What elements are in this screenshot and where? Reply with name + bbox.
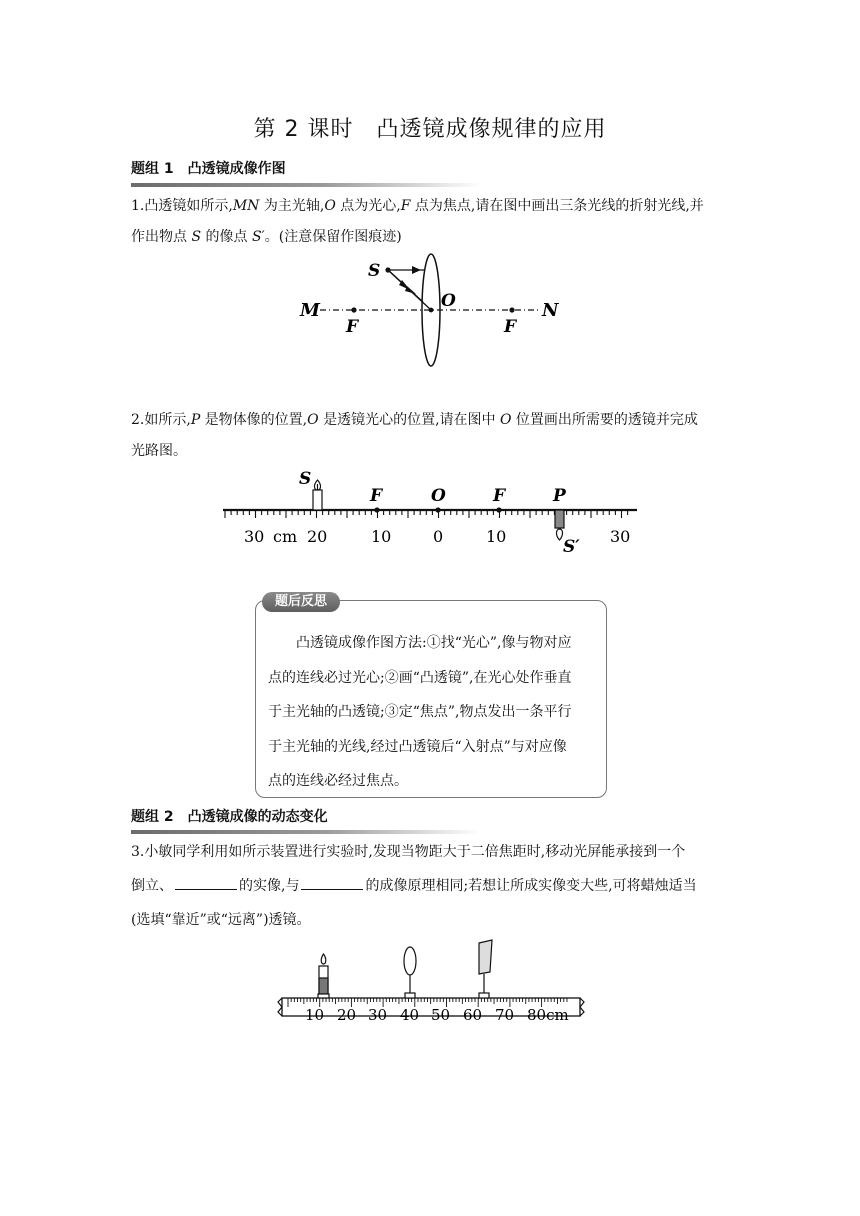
reflection-line: 于主光轴的凸透镜;③定“焦点”,物点发出一条平行	[268, 704, 572, 720]
tick-label: 60	[463, 1006, 483, 1024]
question-1: 1.凸透镜如所示,MN 为主光轴,O 点为光心,F 点为焦点,请在图中画出三条光线的折射光线,并 作出物点 S 的像点 S′。(注意保留作图痕迹)	[131, 198, 704, 245]
answer-blank-2[interactable]	[301, 875, 363, 890]
label-f-left: F	[346, 317, 359, 337]
label-o: O	[431, 486, 446, 506]
label-f-right: F	[504, 317, 517, 337]
label-f2: F	[493, 486, 506, 506]
label-n: N	[542, 300, 559, 321]
question-2: 2.如所示,P 是物体像的位置,O 是透镜光心的位置,请在图中 O 位置画出所需要的透镜并完成 光路图。	[131, 412, 698, 459]
figure-1-lens-diagram	[290, 250, 570, 370]
label-s: S	[368, 261, 381, 281]
reflection-line: 于主光轴的光线,经过凸透镜后“入射点”与对应像	[268, 738, 567, 755]
tick-label: 50	[431, 1006, 451, 1024]
light-screen	[479, 940, 492, 998]
tick-label: 10	[305, 1006, 325, 1024]
tick-label: 80cm	[527, 1006, 569, 1024]
label-m: M	[300, 300, 320, 321]
label-s-prime: S′	[563, 537, 580, 557]
tick-label: 20	[307, 527, 328, 546]
bench-labels	[305, 1006, 569, 1024]
label-f1: F	[370, 486, 383, 506]
tick-label: 10	[371, 527, 392, 546]
group-2-heading: 题组 2 凸透镜成像的动态变化	[131, 809, 328, 825]
tick-label: 40	[400, 1006, 420, 1024]
tick-label: 0	[433, 527, 444, 546]
group-1-divider	[131, 183, 481, 187]
figure-2-ruler	[215, 468, 645, 558]
focal-point-left	[351, 307, 356, 312]
tick-label: cm	[273, 527, 298, 546]
reflection-line: 凸透镜成像作图方法:①找“光心”,像与物对应	[296, 635, 572, 651]
tick-label: 30	[610, 527, 631, 546]
label-s: S	[299, 469, 312, 489]
tick-label: 70	[495, 1006, 515, 1024]
page-title: 第 2 课时 凸透镜成像规律的应用	[253, 117, 607, 142]
focal-point-f1	[374, 507, 379, 512]
group-1-heading: 题组 1 凸透镜成像作图	[131, 161, 286, 177]
reflection-line: 点的连线必经过焦点。	[268, 773, 408, 789]
reflection-text	[268, 626, 596, 799]
group-2-divider	[131, 830, 481, 834]
answer-blank-1[interactable]	[175, 875, 237, 890]
lens	[404, 947, 416, 998]
tick-label: 20	[337, 1006, 357, 1024]
inverted-image	[555, 510, 564, 540]
ruler-ticks	[225, 510, 628, 518]
figure-3-apparatus	[274, 938, 589, 1028]
reflection-tab: 题后反思	[262, 592, 340, 612]
tick-label: 30	[368, 1006, 388, 1024]
label-p: P	[553, 486, 566, 506]
bench-ticks	[288, 998, 567, 1007]
label-o: O	[441, 291, 456, 311]
tick-label: 10	[486, 527, 507, 546]
focal-point-right	[509, 307, 514, 312]
tick-label: 30	[244, 527, 265, 546]
reflection-line: 点的连线必过光心;②画“凸透镜”,在光心处作垂直	[268, 669, 572, 686]
candle-object	[313, 480, 322, 510]
focal-point-f2	[496, 507, 501, 512]
candle	[318, 954, 329, 998]
question-3: 3.小敏同学利用如所示装置进行实验时,发现当物距大于二倍焦距时,移动光屏能承接到一个 倒立、 的实像,与 的成像原理相同;若想让所成实像变大些,可将蜡烛适当 (选填“靠近”或“远离”)透镜。	[131, 844, 697, 928]
optical-center-o	[435, 507, 440, 512]
